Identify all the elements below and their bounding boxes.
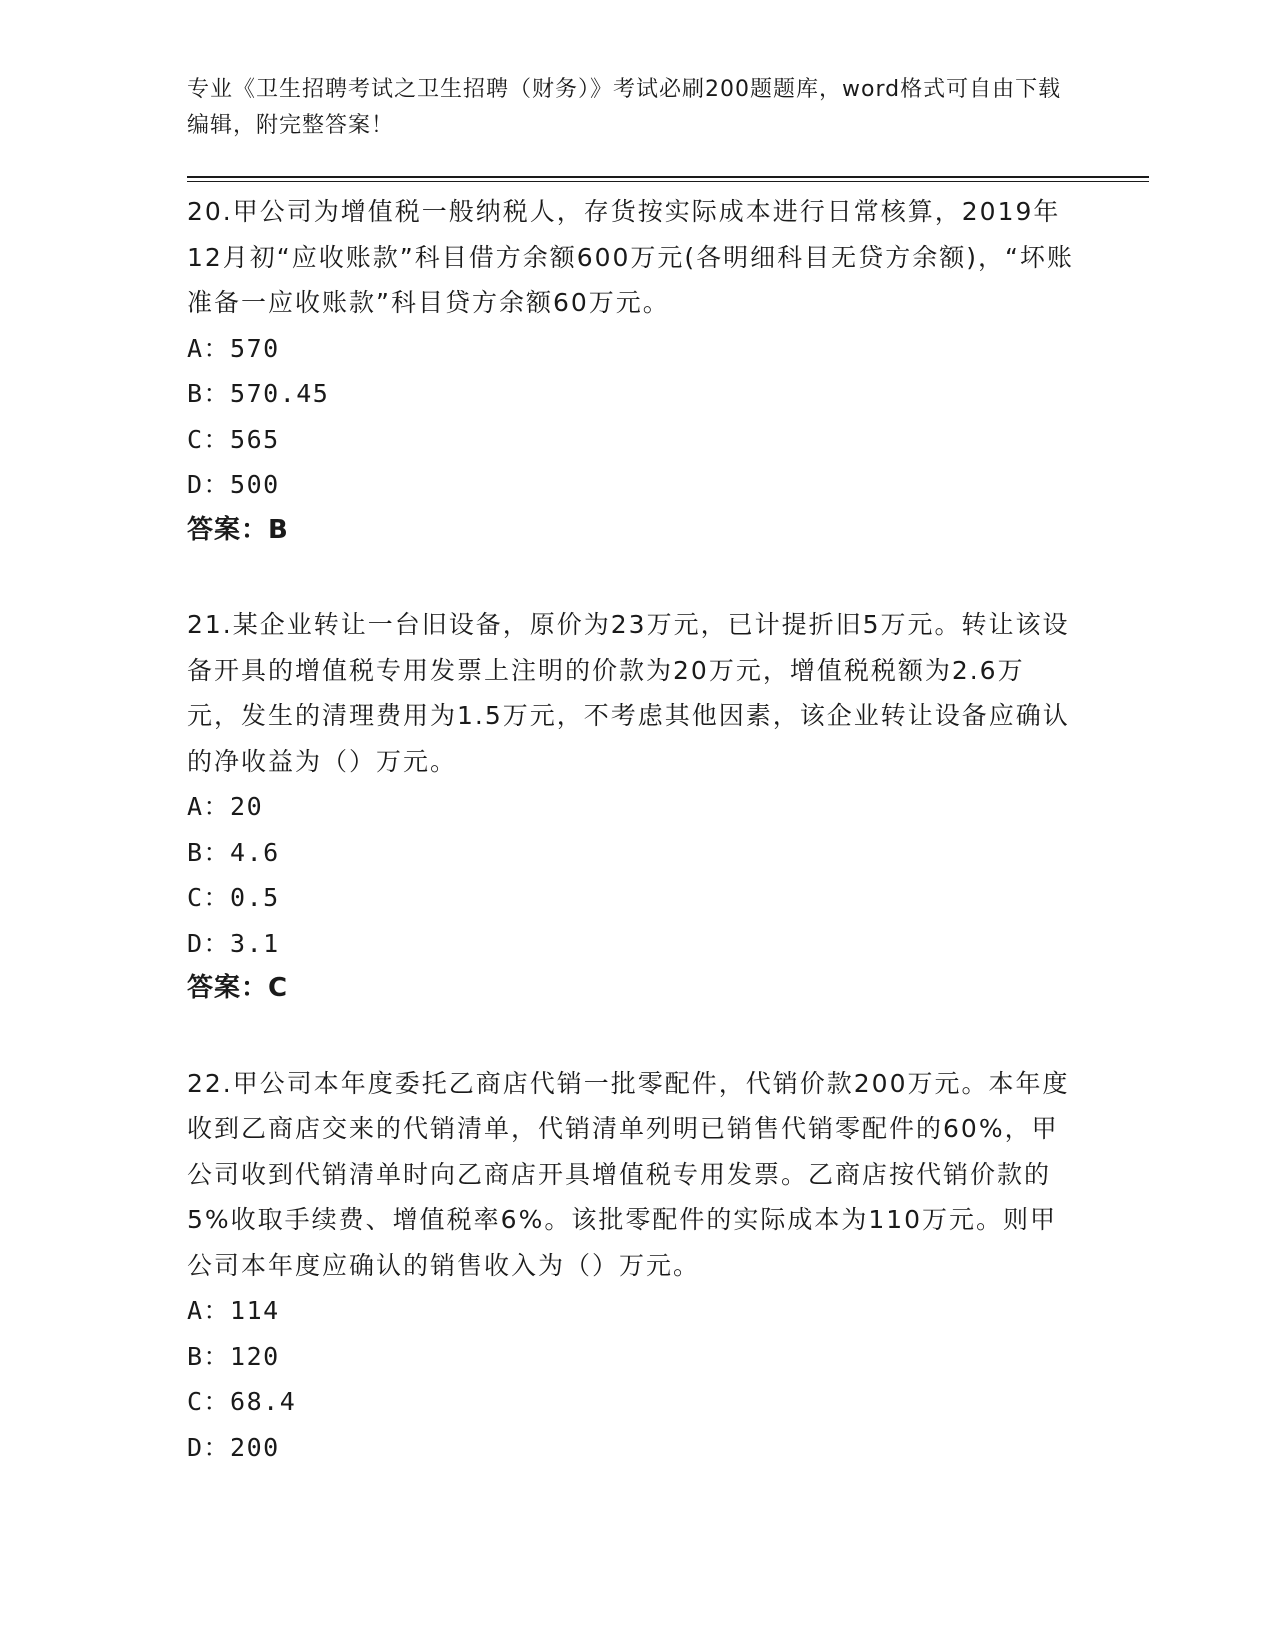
question-text: 20.甲公司为增值税一般纳税人，存货按实际成本进行日常核算，2019年12月初“应收账款”科目借方余额600万元(各明细科目无贷方余额)，“坏账准备一应收账款”科目贷方余额60万元。 xyxy=(187,197,1074,317)
header-divider-thick xyxy=(187,176,1149,178)
document-header: 专业《卫生招聘考试之卫生招聘（财务）》考试必刷200题题库，word格式可自由下载编辑，附完整答案！ xyxy=(187,77,1062,138)
option-d: D：500 xyxy=(187,470,280,499)
option-c: C：0.5 xyxy=(187,883,280,912)
option-b: B：120 xyxy=(187,1341,280,1371)
question-text: 21.某企业转让一台旧设备，原价为23万元，已计提折旧5万元。转让该设备开具的增值税专用发票上注明的价款为20万元，增值税税额为2.6万元，发生的清理费用为1.5万元，不考虑其他因素，该企业转让设备应确认的净收益为（）万元。 xyxy=(187,610,1070,776)
option-b: B：570.45 xyxy=(187,379,330,408)
option-b: B：4.6 xyxy=(187,837,280,867)
option-c: C：565 xyxy=(187,424,280,454)
option-a: A：114 xyxy=(187,1296,280,1325)
question-22 xyxy=(187,1061,1077,1471)
question-list xyxy=(187,189,1077,1519)
answer-label: 答案：B xyxy=(187,514,289,545)
option-d: D：3.1 xyxy=(187,928,280,958)
question-text: 22.甲公司本年度委托乙商店代销一批零配件，代销价款200万元。本年度收到乙商店交来的代销清单，代销清单列明已销售代销零配件的60%，甲公司收到代销清单时向乙商店开具增值税专用发票。乙商店按代销价款的5%收取手续费、增值税率6%。该批零配件的实际成本为110万元。则甲公司本年度应确认的销售收入为（）万元。 xyxy=(187,1068,1070,1280)
option-d: D：200 xyxy=(187,1432,280,1462)
answer-label: 答案：C xyxy=(187,973,289,1003)
header-divider-thin xyxy=(187,181,1149,182)
option-list xyxy=(187,784,1077,966)
question-20 xyxy=(187,189,1077,553)
question-21 xyxy=(187,602,1077,1012)
option-a: A：20 xyxy=(187,792,264,821)
option-c: C：68.4 xyxy=(187,1387,297,1416)
option-a: A：570 xyxy=(187,333,280,363)
option-list xyxy=(187,326,1077,508)
option-list xyxy=(187,1288,1077,1470)
